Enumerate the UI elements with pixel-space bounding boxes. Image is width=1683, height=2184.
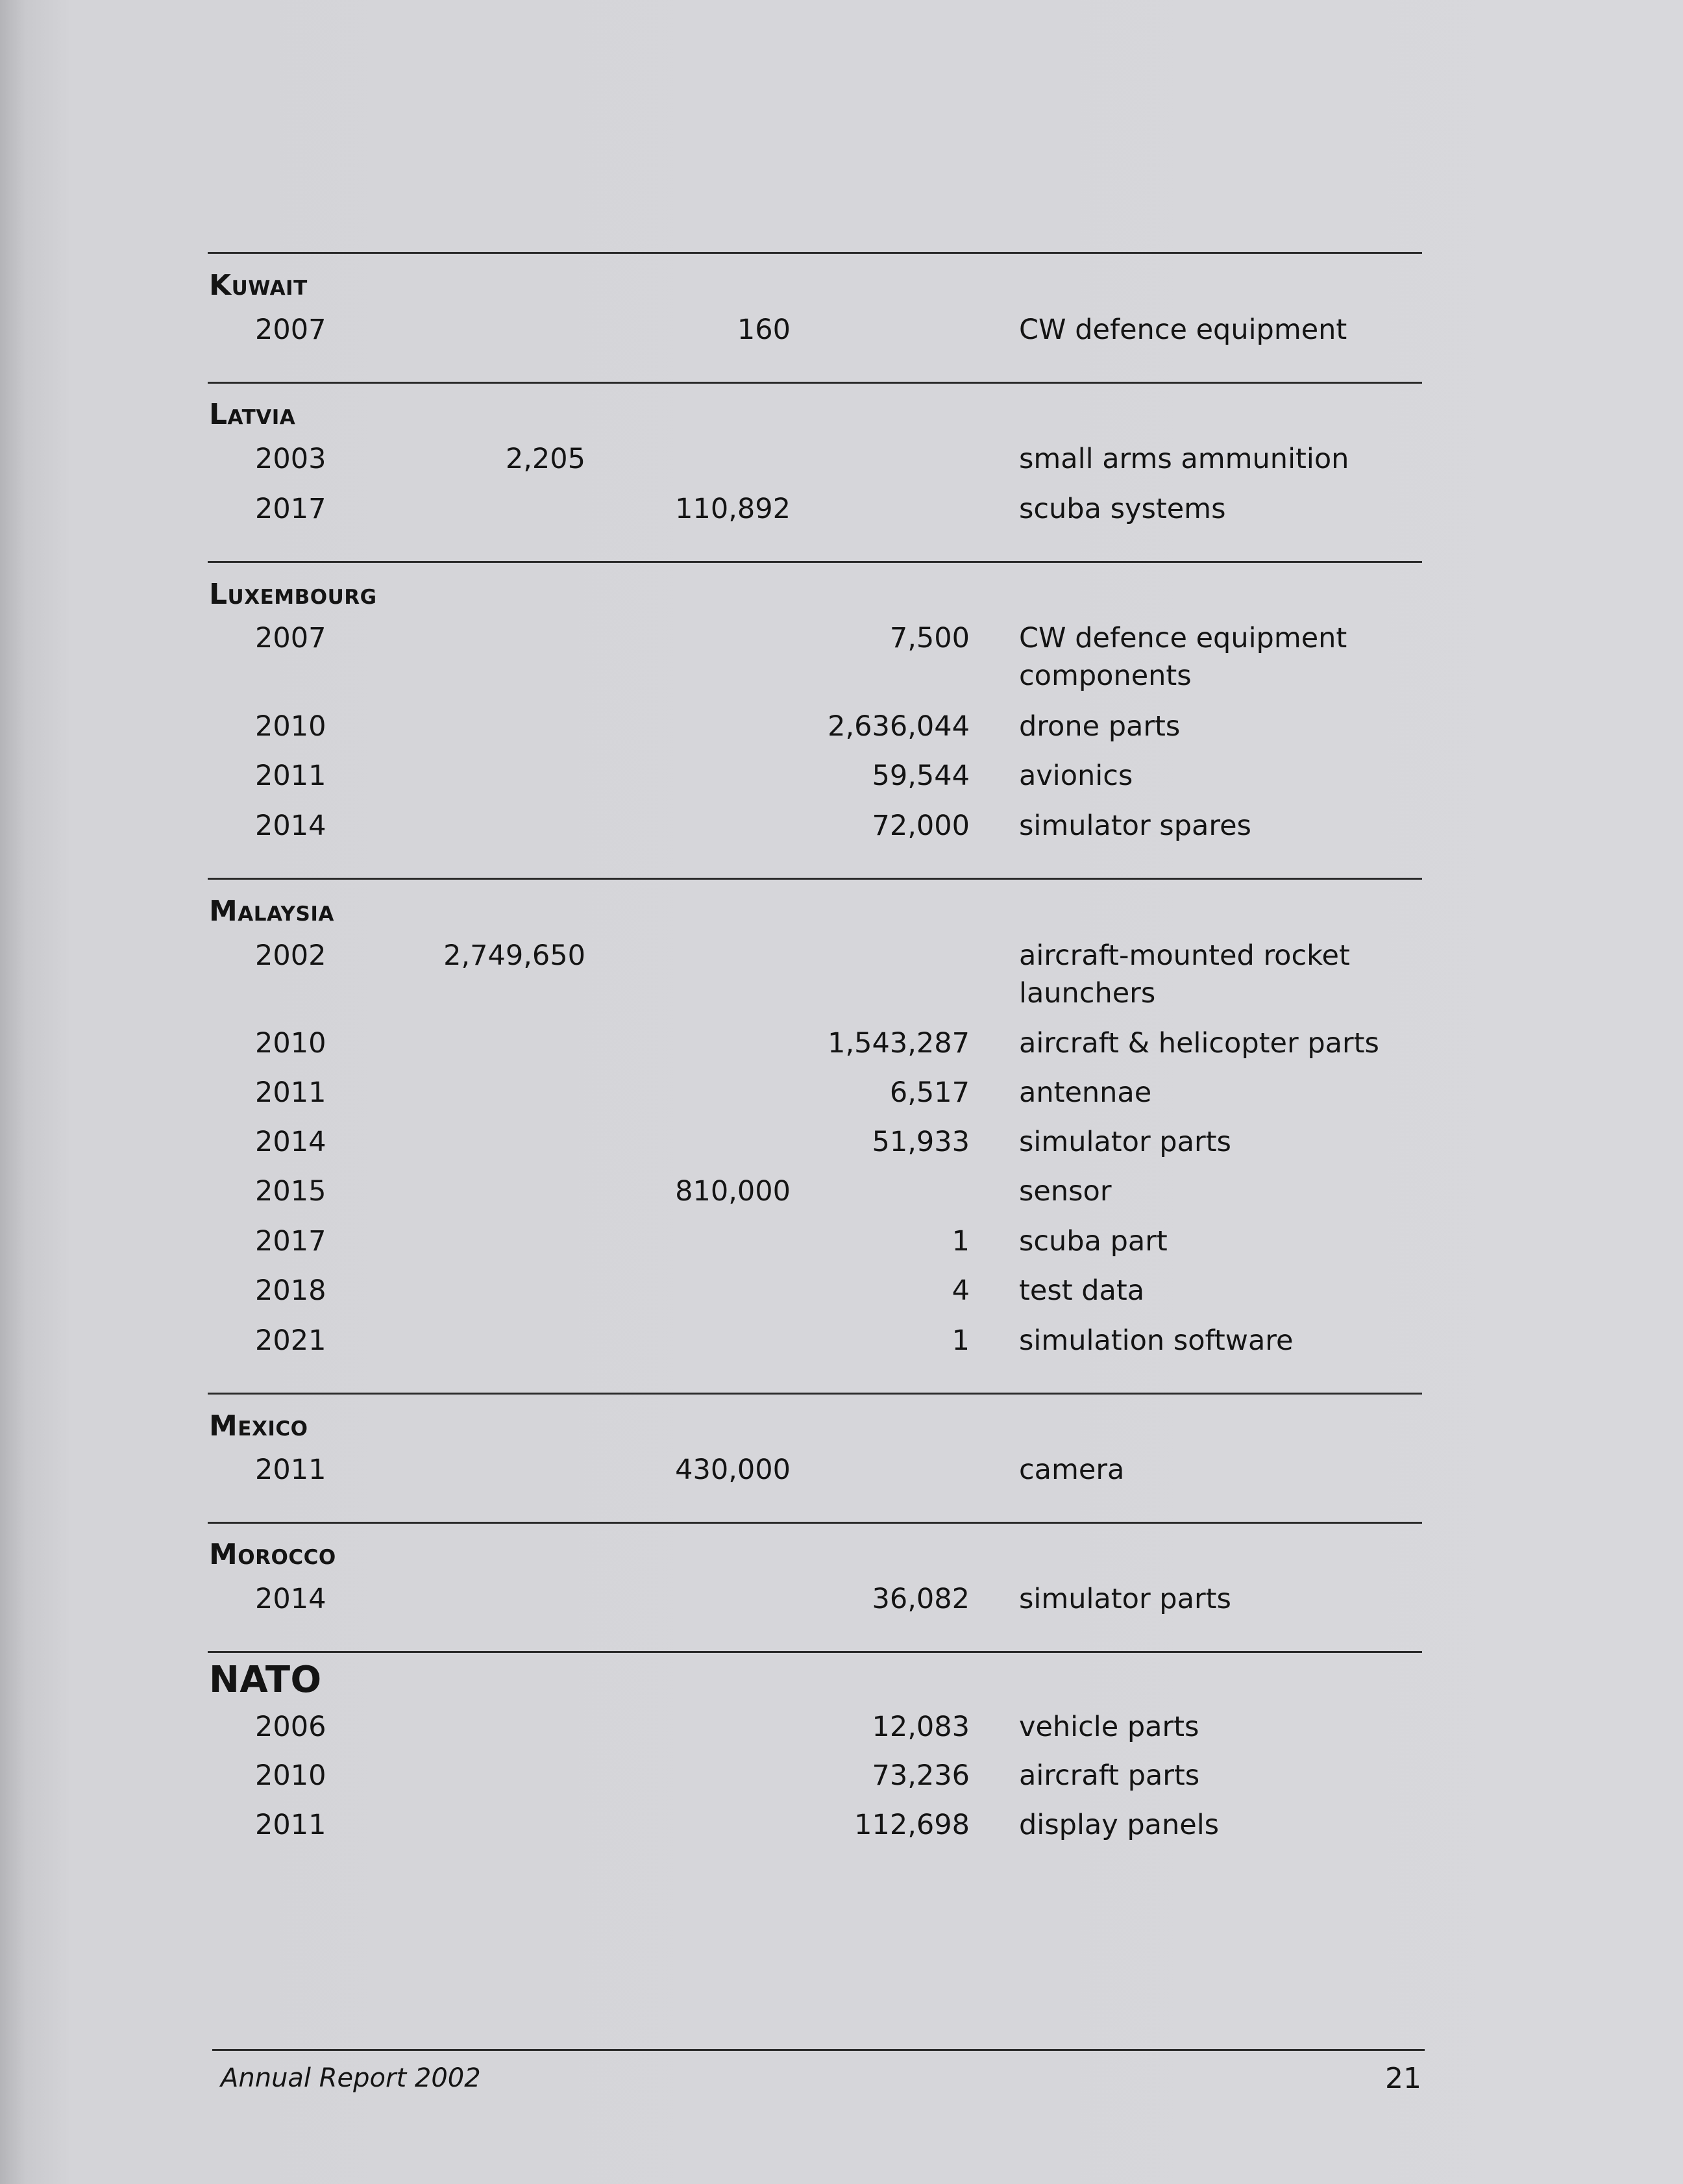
year-cell: 2007 [255,622,326,654]
year-cell: 2006 [255,1711,326,1743]
value-cell-col3: 112,698 [854,1809,970,1841]
comment-cell: simulation software [1019,1324,1294,1357]
value-cell-col2: 810,000 [675,1175,791,1208]
section-rule [208,252,1422,254]
value-cell-col3: 51,933 [872,1126,970,1158]
footer-rule [212,2049,1425,2051]
comment-cell: small arms ammunition [1019,443,1349,475]
comment-cell: drone parts [1019,710,1181,743]
year-cell: 2014 [255,1126,326,1158]
year-cell: 2011 [255,1809,326,1841]
section-rule [208,1651,1422,1653]
value-cell-col3: 59,544 [872,760,970,792]
section-rule [208,561,1422,563]
year-cell: 2014 [255,1583,326,1615]
value-cell-col3: 6,517 [889,1076,970,1109]
comment-cell: display panels [1019,1809,1220,1841]
year-cell: 2017 [255,1225,326,1258]
comment-cell: scuba systems [1019,493,1226,525]
section-rule [208,878,1422,880]
year-cell: 2011 [255,1076,326,1109]
country-heading: Malaysia [209,895,334,928]
value-cell-col3: 12,083 [872,1711,970,1743]
value-cell-col3: 7,500 [889,622,970,654]
comment-cell: CW defence equipment [1019,314,1347,346]
footer-title: Annual Report 2002 [221,2063,481,2093]
value-cell-col3: 1,543,287 [828,1027,970,1060]
year-cell: 2011 [255,1454,326,1486]
comment-cell: aircraft & helicopter parts [1019,1027,1379,1060]
value-cell-col3: 73,236 [872,1759,970,1792]
comment-cell: vehicle parts [1019,1711,1199,1743]
year-cell: 2007 [255,314,326,346]
year-cell: 2011 [255,760,326,792]
year-cell: 2003 [255,443,326,475]
country-heading: Kuwait [209,269,308,302]
section-rule [208,382,1422,384]
year-cell: 2010 [255,1027,326,1060]
year-cell: 2015 [255,1175,326,1208]
comment-cell: simulator spares [1019,810,1251,842]
value-cell-col2: 160 [737,314,791,346]
value-cell-col1: 2,749,650 [443,939,585,972]
value-cell-col3: 2,636,044 [828,710,970,743]
year-cell: 2017 [255,493,326,525]
comment-cell: test data [1019,1274,1145,1307]
country-heading: NATO [209,1659,322,1701]
value-cell-col3: 72,000 [872,810,970,842]
comment-cell: scuba part [1019,1225,1168,1258]
value-cell-col2: 110,892 [675,493,791,525]
country-heading: Latvia [209,398,296,431]
year-cell: 2010 [255,710,326,743]
value-cell-col2: 430,000 [675,1454,791,1486]
comment-cell: camera [1019,1454,1125,1486]
comment-cell: antennae [1019,1076,1152,1109]
year-cell: 2010 [255,1759,326,1792]
value-cell-col3: 36,082 [872,1583,970,1615]
comment-cell: aircraft parts [1019,1759,1200,1792]
comment-cell: CW defence equipment components [1019,622,1347,692]
comment-cell: simulator parts [1019,1126,1231,1158]
comment-cell: avionics [1019,760,1133,792]
country-heading: Mexico [209,1409,308,1443]
year-cell: 2021 [255,1324,326,1357]
value-cell-col3: 1 [952,1324,970,1357]
year-cell: 2002 [255,939,326,972]
year-cell: 2018 [255,1274,326,1307]
page-number: 21 [1385,2062,1421,2095]
country-heading: Morocco [209,1538,336,1571]
comment-cell: aircraft-mounted rocket launchers [1019,939,1350,1010]
comment-cell: sensor [1019,1175,1112,1208]
year-cell: 2014 [255,810,326,842]
value-cell-col3: 1 [952,1225,970,1258]
section-rule [208,1522,1422,1524]
value-cell-col3: 4 [952,1274,970,1307]
value-cell-col1: 2,205 [505,443,585,475]
comment-cell: simulator parts [1019,1583,1231,1615]
section-rule [208,1393,1422,1395]
country-heading: Luxembourg [209,578,377,611]
